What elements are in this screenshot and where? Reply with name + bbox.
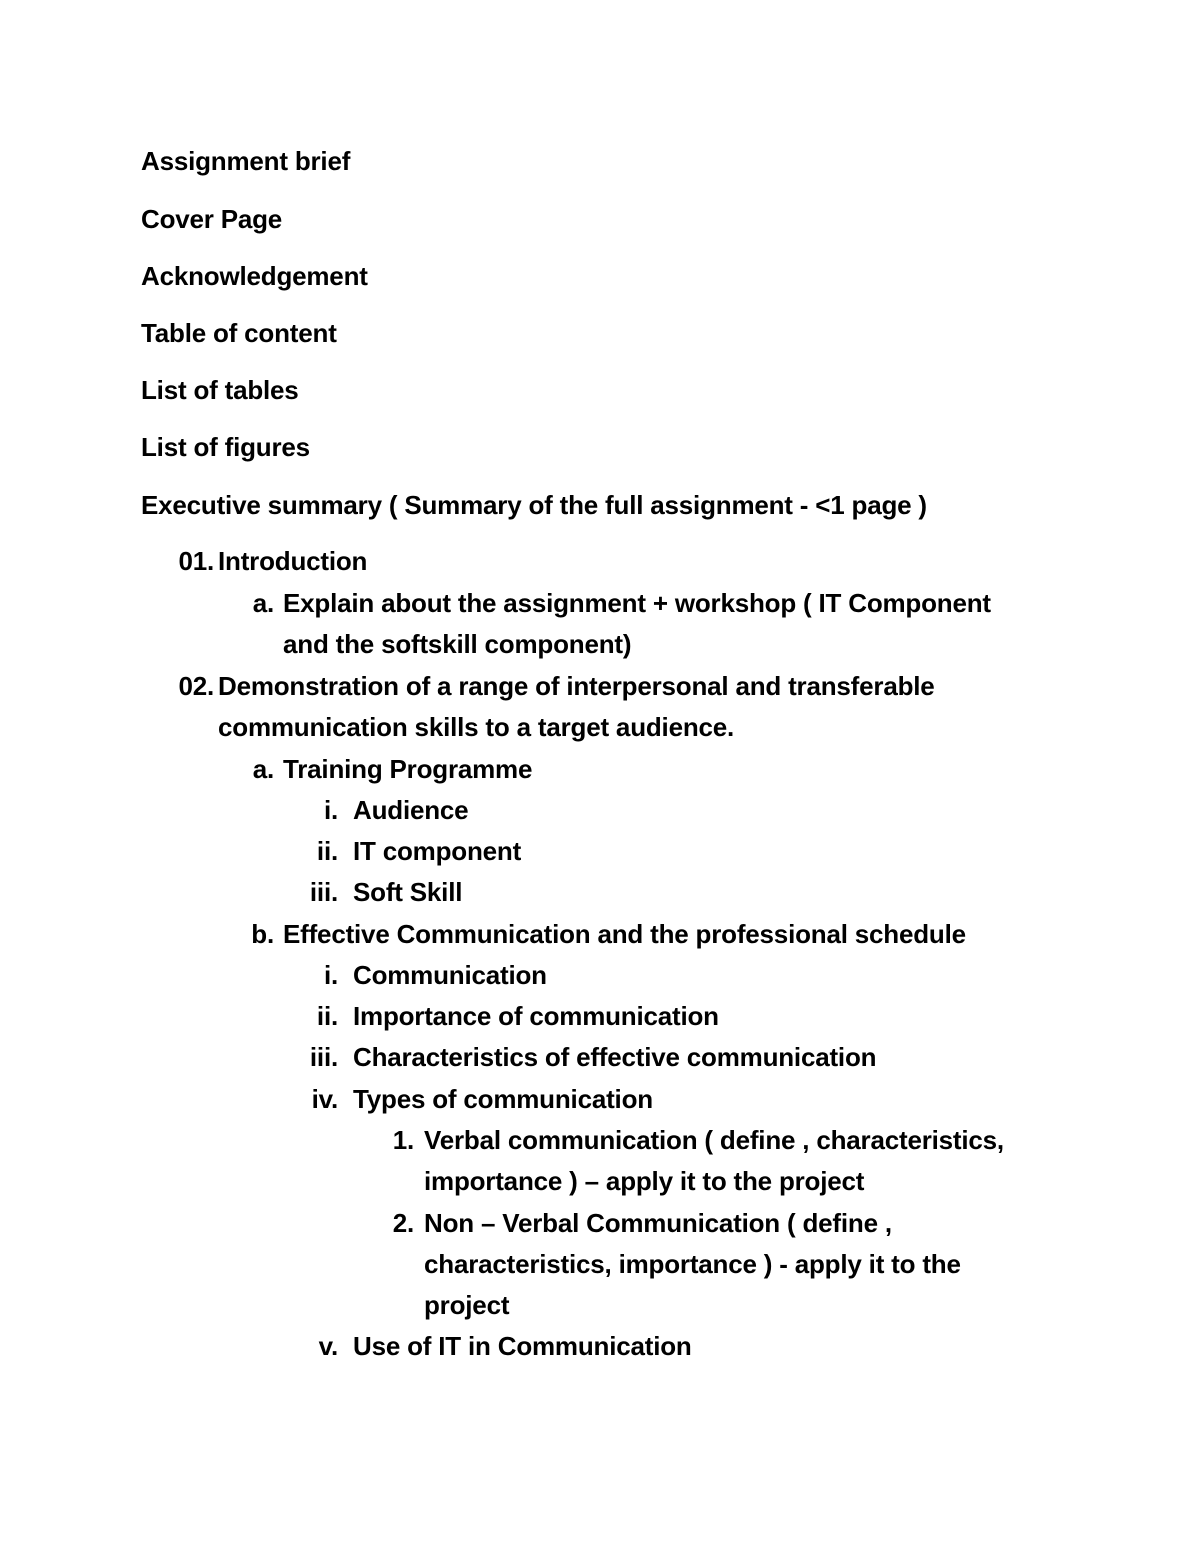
section-executive-summary: Executive summary ( Summary of the full assignment - <1 page ): [141, 490, 927, 520]
section-list-of-tables: List of tables: [141, 375, 299, 405]
section-list-of-figures: List of figures: [141, 432, 310, 462]
section-table-of-content: Table of content: [141, 318, 337, 348]
outline-heading-demonstration: Demonstration of a range of interpersonal and transferable: [218, 671, 935, 701]
list-item-text: characteristics, importance ) - apply it to the: [424, 1249, 961, 1279]
list-item-text: and the softskill component): [283, 629, 632, 659]
outline-number: 01.: [178, 546, 214, 576]
list-marker: v.: [318, 1331, 338, 1361]
list-marker: 2.: [392, 1208, 414, 1238]
list-marker: iii.: [309, 877, 338, 907]
list-item-text: IT component: [353, 836, 522, 866]
list-item-text: Explain about the assignment + workshop ( IT Component: [283, 588, 991, 618]
section-acknowledgement: Acknowledgement: [141, 261, 368, 291]
list-marker: a.: [252, 754, 274, 784]
list-marker: i.: [323, 960, 338, 990]
list-item-text: Effective Communication and the professional schedule: [283, 919, 966, 949]
list-item-text: Verbal communication ( define , characteristics,: [424, 1125, 1004, 1155]
list-item-text: Types of communication: [353, 1084, 653, 1114]
list-item-text: Soft Skill: [353, 877, 463, 907]
list-marker: ii.: [316, 1001, 338, 1031]
list-item-text: project: [424, 1290, 510, 1320]
outline-heading-demonstration: communication skills to a target audience.: [218, 712, 735, 742]
list-item-text: Training Programme: [283, 754, 533, 784]
list-marker: b.: [251, 919, 274, 949]
section-assignment-brief: Assignment brief: [141, 146, 351, 176]
list-item-text: Use of IT in Communication: [353, 1331, 692, 1361]
outline-heading-introduction: Introduction: [218, 546, 368, 576]
list-marker: ii.: [316, 836, 338, 866]
list-marker: i.: [323, 795, 338, 825]
list-item-text: importance ) – apply it to the project: [424, 1166, 865, 1196]
list-marker: 1.: [392, 1125, 414, 1155]
section-cover-page: Cover Page: [141, 204, 283, 234]
list-item-text: Non – Verbal Communication ( define ,: [424, 1208, 892, 1238]
list-marker: iv.: [311, 1084, 338, 1114]
list-marker: a.: [252, 588, 274, 618]
list-item-text: Importance of communication: [353, 1001, 719, 1031]
list-item-text: Characteristics of effective communication: [353, 1042, 877, 1072]
outline-number: 02.: [178, 671, 214, 701]
list-item-text: Audience: [353, 795, 469, 825]
list-item-text: Communication: [353, 960, 547, 990]
list-marker: iii.: [309, 1042, 338, 1072]
